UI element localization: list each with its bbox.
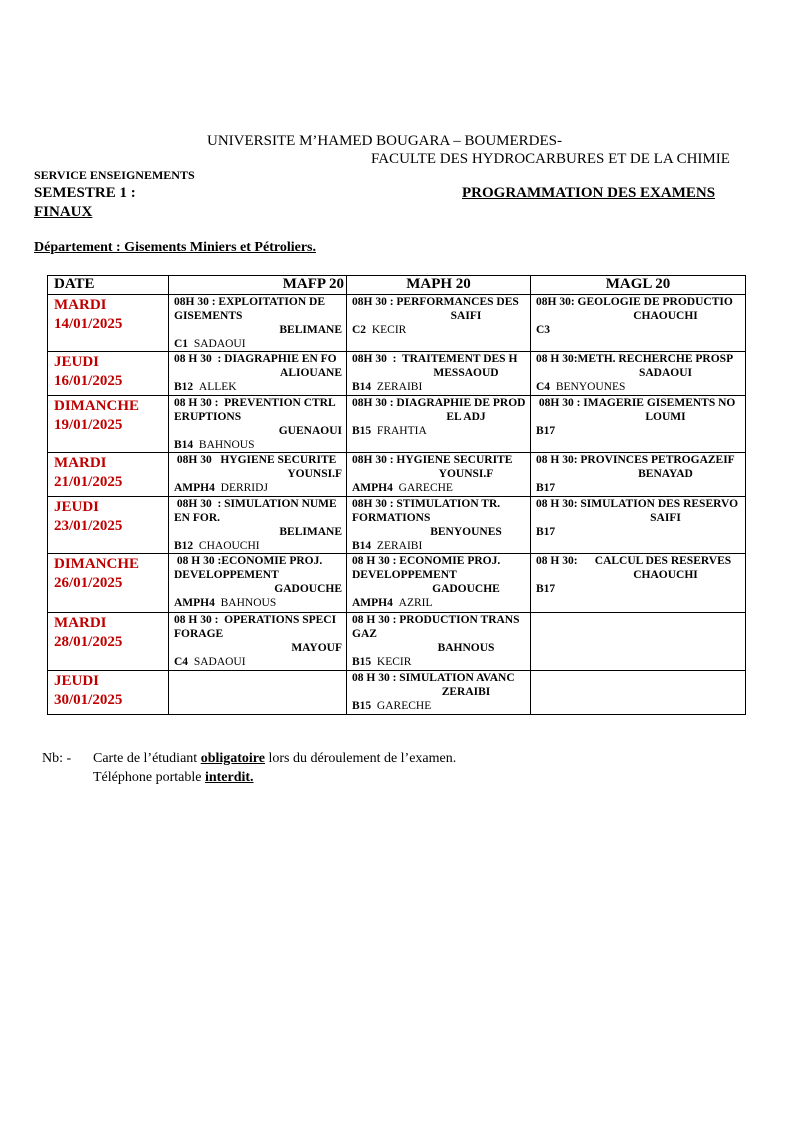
exam-cell-mafp <box>169 295 347 352</box>
exam-cell-mafp <box>169 453 347 497</box>
exam-teacher: ZERAIBI <box>441 686 491 698</box>
exam-room: B17 <box>536 583 556 595</box>
exam-cell-magl <box>531 613 746 671</box>
exam-room-line <box>169 380 346 394</box>
exam-supervisor: SADAOUI <box>193 338 246 350</box>
exam-teacher: BENYOUNES <box>430 526 502 538</box>
exam-cell-magl <box>531 396 746 453</box>
spacer <box>555 482 561 494</box>
exam-room-line <box>531 582 745 596</box>
exam-teacher: ALIOUANE <box>280 367 342 379</box>
exam-cell-magl <box>531 497 746 554</box>
exam-room-line <box>531 424 745 438</box>
exam-room-line <box>531 525 745 539</box>
exam-subject: 08 H 30 : SIMULATION AVANC <box>352 672 515 684</box>
exam-date: 30/01/2025 <box>54 692 123 708</box>
exam-supervisor: FRAHTIA <box>376 425 427 437</box>
exam-supervisor: BAHNOUS <box>198 439 255 451</box>
exam-cell-magl <box>531 352 746 396</box>
table-row <box>48 671 746 715</box>
day-name: JEUDI <box>54 499 100 515</box>
date-cell <box>48 497 169 554</box>
exam-cell-maph <box>347 671 531 715</box>
exam-supervisor: KECIR <box>371 324 407 336</box>
exam-teacher: BAHNOUS <box>437 642 495 654</box>
exam-teacher: BENAYAD <box>638 468 693 480</box>
exam-room: AMPH4 <box>174 482 215 494</box>
exam-cell-maph <box>347 396 531 453</box>
exam-date: 19/01/2025 <box>54 417 123 433</box>
exam-subject-continued: DEVELOPPEMENT <box>352 569 457 581</box>
day-name: JEUDI <box>54 354 100 370</box>
exam-subject: 08H 30 : SIMULATION NUME <box>174 498 337 510</box>
exam-supervisor: KECIR <box>376 656 412 668</box>
exam-subject-continued: ERUPTIONS <box>174 411 242 423</box>
date-cell <box>48 295 169 352</box>
date-cell <box>48 613 169 671</box>
exam-subject: 08H 30: GEOLOGIE DE PRODUCTIO <box>536 296 733 308</box>
exam-subject: 08 H 30 : ECONOMIE PROJ. <box>352 555 501 567</box>
exam-subject: 08 H 30 : PREVENTION CTRL <box>174 397 336 409</box>
exam-cell-mafp <box>169 396 347 453</box>
date-cell <box>48 671 169 715</box>
note-line-2 <box>93 770 254 786</box>
spacer <box>555 425 561 437</box>
exam-teacher: YOUNSI.F <box>287 468 342 480</box>
table-row <box>48 352 746 396</box>
exam-subject: 08H 30 : PERFORMANCES DES <box>352 296 519 308</box>
column-header-maph: MAPH 20 <box>347 276 531 295</box>
exam-supervisor: BAHNOUS <box>220 597 277 609</box>
note-1-emphasis: obligatoire <box>200 751 265 766</box>
exam-cell-maph <box>347 295 531 352</box>
exam-room-line <box>347 596 530 610</box>
spacer <box>555 526 561 538</box>
exam-date: 23/01/2025 <box>54 518 123 534</box>
exam-room: B14 <box>174 439 194 451</box>
exam-date: 16/01/2025 <box>54 373 123 389</box>
exam-teacher: EL ADJ <box>446 411 486 423</box>
exam-supervisor: SADAOUI <box>193 656 246 668</box>
exam-supervisor: DERRIDJ <box>220 482 268 494</box>
exam-room: C1 <box>174 338 189 350</box>
exam-room-line <box>169 655 346 669</box>
exam-room-line <box>347 380 530 394</box>
exam-subject: 08H 30 : TRAITEMENT DES H <box>352 353 518 365</box>
note-1-text: Carte de l’étudiant <box>93 751 201 766</box>
exam-date: 21/01/2025 <box>54 474 123 490</box>
exam-room-line <box>169 596 346 610</box>
day-name: DIMANCHE <box>54 556 139 572</box>
table-row <box>48 453 746 497</box>
exam-room: B12 <box>174 381 194 393</box>
exam-teacher: SAIFI <box>450 310 482 322</box>
exam-room-line <box>347 323 530 337</box>
semestre-label: SEMESTRE 1 : <box>34 185 136 201</box>
exam-subject-continued: GISEMENTS <box>174 310 243 322</box>
table-row <box>48 554 746 613</box>
exam-supervisor: GARECHE <box>376 700 432 712</box>
exam-subject: 08 H 30 : OPERATIONS SPECI <box>174 614 337 626</box>
table-header-row <box>48 276 746 295</box>
exam-subject: 08H 30 : EXPLOITATION DE <box>174 296 326 308</box>
exam-room: AMPH4 <box>352 482 393 494</box>
exam-room-line <box>169 337 346 351</box>
exam-room-line <box>347 699 530 713</box>
exam-room: B17 <box>536 425 556 437</box>
exam-supervisor: ZERAIBI <box>376 540 423 552</box>
exam-room-line <box>169 481 346 495</box>
note-2-emphasis: interdit. <box>204 770 254 785</box>
exam-room-line <box>531 380 745 394</box>
date-cell <box>48 453 169 497</box>
exam-cell-magl <box>531 295 746 352</box>
table-row <box>48 396 746 453</box>
table-row <box>48 295 746 352</box>
exam-date: 14/01/2025 <box>54 316 123 332</box>
university-title: UNIVERSITE M’HAMED BOUGARA – BOUMERDES- <box>207 133 563 149</box>
exam-room: C3 <box>536 324 551 336</box>
exam-teacher: YOUNSI.F <box>438 468 494 480</box>
exam-schedule-table <box>47 275 746 715</box>
exam-room: B14 <box>352 381 372 393</box>
exam-teacher: SAIFI <box>650 512 681 524</box>
exam-subject-continued: FORAGE <box>174 628 224 640</box>
note-line-1 <box>93 751 456 767</box>
exam-subject: 08 H 30 : DIAGRAPHIE EN FO <box>174 353 337 365</box>
exam-subject: 08H 30 : IMAGERIE GISEMENTS NO <box>536 397 736 409</box>
nb-label: Nb: - <box>42 751 72 766</box>
exam-cell-mafp <box>169 352 347 396</box>
date-cell <box>48 554 169 613</box>
exam-teacher: BELIMANE <box>279 526 342 538</box>
exam-subject: 08H 30 : STIMULATION TR. <box>352 498 501 510</box>
exam-supervisor: ZERAIBI <box>376 381 423 393</box>
day-name: MARDI <box>54 297 107 313</box>
exam-cell-maph <box>347 554 531 613</box>
table-row <box>48 613 746 671</box>
exam-subject: 08 H 30 : PRODUCTION TRANS <box>352 614 520 626</box>
faculty-title: FACULTE DES HYDROCARBURES ET DE LA CHIMIE <box>371 151 730 167</box>
exam-teacher: GADOUCHE <box>274 583 342 595</box>
column-header-date: DATE <box>48 276 169 295</box>
exam-teacher: BELIMANE <box>279 324 342 336</box>
exam-cell-magl <box>531 453 746 497</box>
exam-supervisor: GARECHE <box>398 482 453 494</box>
exam-room: B17 <box>536 482 556 494</box>
exam-room-line <box>347 424 530 438</box>
exam-subject-continued: DEVELOPPEMENT <box>174 569 279 581</box>
exam-room: C2 <box>352 324 367 336</box>
exam-subject: 08 H 30:METH. RECHERCHE PROSP <box>536 353 734 365</box>
department-label: Département : Gisements Miniers et Pétroliers. <box>34 240 316 255</box>
exam-room: B17 <box>536 526 556 538</box>
exam-room: B15 <box>352 425 372 437</box>
exam-subject: 08H 30 HYGIENE SECURITE <box>174 454 337 466</box>
exam-room: C4 <box>536 381 551 393</box>
note-1-text-end: lors du déroulement de l’examen. <box>264 751 457 766</box>
programmation-title: PROGRAMMATION DES EXAMENS <box>462 185 716 201</box>
note-2-text: Téléphone portable <box>93 770 205 785</box>
exam-room-line <box>347 539 530 553</box>
exam-teacher: LOUMI <box>645 411 686 423</box>
table-row <box>48 497 746 554</box>
exam-subject: 08 H 30: SIMULATION DES RESERVO <box>536 498 739 510</box>
exam-subject: 08H 30 : DIAGRAPHIE DE PROD <box>352 397 526 409</box>
exam-subject-continued: FORMATIONS <box>352 512 431 524</box>
exam-cell-maph <box>347 352 531 396</box>
finaux-label: FINAUX <box>34 204 93 220</box>
day-name: JEUDI <box>54 673 100 689</box>
exam-teacher: CHAOUCHI <box>633 569 698 581</box>
exam-room-line <box>531 323 745 337</box>
exam-cell-mafp <box>169 554 347 613</box>
exam-supervisor: BENYOUNES <box>555 381 626 393</box>
date-cell <box>48 352 169 396</box>
exam-room: B15 <box>352 700 372 712</box>
exam-teacher: SADAOUI <box>638 367 693 379</box>
exam-cell-mafp <box>169 613 347 671</box>
exam-cell-mafp <box>169 497 347 554</box>
exam-supervisor: AZRIL <box>398 597 433 609</box>
exam-subject: 08 H 30: CALCUL DES RESERVES <box>536 555 732 567</box>
exam-subject-continued: GAZ <box>352 628 377 640</box>
exam-room-line <box>169 438 346 452</box>
day-name: MARDI <box>54 455 107 471</box>
exam-cell-magl <box>531 671 746 715</box>
exam-teacher: MESSAOUD <box>433 367 499 379</box>
exam-date: 26/01/2025 <box>54 575 123 591</box>
exam-date: 28/01/2025 <box>54 634 123 650</box>
exam-cell-maph <box>347 497 531 554</box>
exam-room: AMPH4 <box>352 597 393 609</box>
exam-cell-maph <box>347 453 531 497</box>
day-name: DIMANCHE <box>54 398 139 414</box>
column-header-magl: MAGL 20 <box>531 276 746 295</box>
exam-teacher: CHAOUCHI <box>633 310 698 322</box>
date-cell <box>48 396 169 453</box>
exam-teacher: GADOUCHE <box>432 583 500 595</box>
exam-room: B14 <box>352 540 372 552</box>
spacer <box>550 324 556 336</box>
exam-room: AMPH4 <box>174 597 215 609</box>
exam-cell-maph <box>347 613 531 671</box>
exam-supervisor: CHAOUCHI <box>198 540 260 552</box>
exam-teacher: GUENAOUI <box>278 425 342 437</box>
exam-subject: 08H 30 : HYGIENE SECURITE <box>352 454 513 466</box>
exam-room: B15 <box>352 656 372 668</box>
spacer <box>555 583 561 595</box>
exam-room: B12 <box>174 540 194 552</box>
exam-room-line <box>347 481 530 495</box>
column-header-mafp: MAFP 20 <box>169 276 347 295</box>
exam-cell-magl <box>531 554 746 613</box>
exam-subject: 08 H 30: PROVINCES PETROGAZEIF <box>536 454 735 466</box>
exam-room-line <box>169 539 346 553</box>
exam-room-line <box>347 655 530 669</box>
exam-cell-mafp <box>169 671 347 715</box>
exam-subject: 08 H 30 :ECONOMIE PROJ. <box>174 555 323 567</box>
exam-room: C4 <box>174 656 189 668</box>
day-name: MARDI <box>54 615 107 631</box>
exam-teacher: MAYOUF <box>291 642 342 654</box>
exam-supervisor: ALLEK <box>198 381 237 393</box>
service-label: SERVICE ENSEIGNEMENTS <box>34 168 195 182</box>
exam-room-line <box>531 481 745 495</box>
exam-subject-continued: EN FOR. <box>174 512 220 524</box>
